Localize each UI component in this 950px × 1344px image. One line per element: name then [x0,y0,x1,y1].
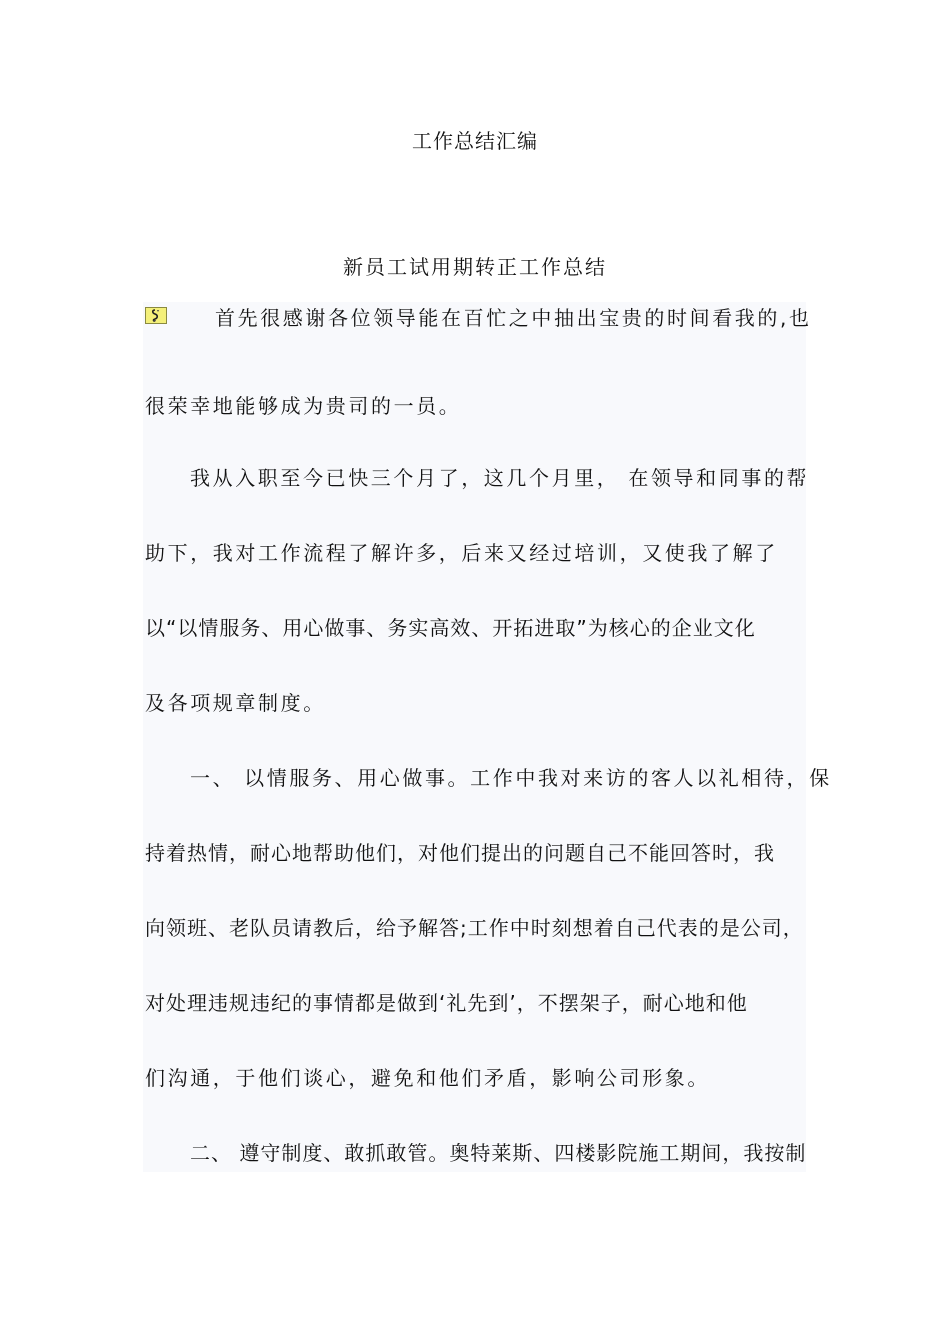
paragraph-line: 助下，我对工作流程了解许多，后来又经过培训，又使我了解了 [145,541,778,565]
paragraph-line: 向领班、老队员请教后，给予解答;工作中时刻想着自己代表的是公司， [145,916,804,940]
paragraph-line: 对处理违规违纪的事情都是做到‘礼先到’，不摆架子，耐心地和他 [145,991,748,1015]
paragraph-line: 首先很感谢各位领导能在百忙之中抽出宝贵的时间看我的,也 [215,306,812,330]
body-text-shading [143,302,806,1172]
paragraph-line: 一、 以情服务、用心做事。工作中我对来访的客人以礼相待，保 [190,766,832,790]
paragraph-line: 们沟通，于他们谈心，避免和他们矛盾，影响公司形象。 [145,1066,710,1090]
paragraph-line: 及各项规章制度。 [145,691,326,715]
paragraph-line: 以“以情服务、用心做事、务实高效、开拓进取”为核心的企业文化 [145,616,756,640]
paragraph-line: 持着热情，耐心地帮助他们，对他们提出的问题自己不能回答时，我 [145,841,775,865]
paragraph-line: 二、 遵守制度、敢抓敢管。奥特莱斯、四楼影院施工期间，我按制 [190,1141,807,1165]
document-title: 新员工试用期转正工作总结 [343,255,607,279]
document-header: 工作总结汇编 [412,129,538,153]
paragraph-anchor-icon[interactable] [145,307,167,324]
paragraph-line: 我从入职至今已快三个月了，这几个月里， 在领导和同事的帮 [190,466,810,490]
paragraph-line: 很荣幸地能够成为贵司的一员。 [145,394,462,418]
